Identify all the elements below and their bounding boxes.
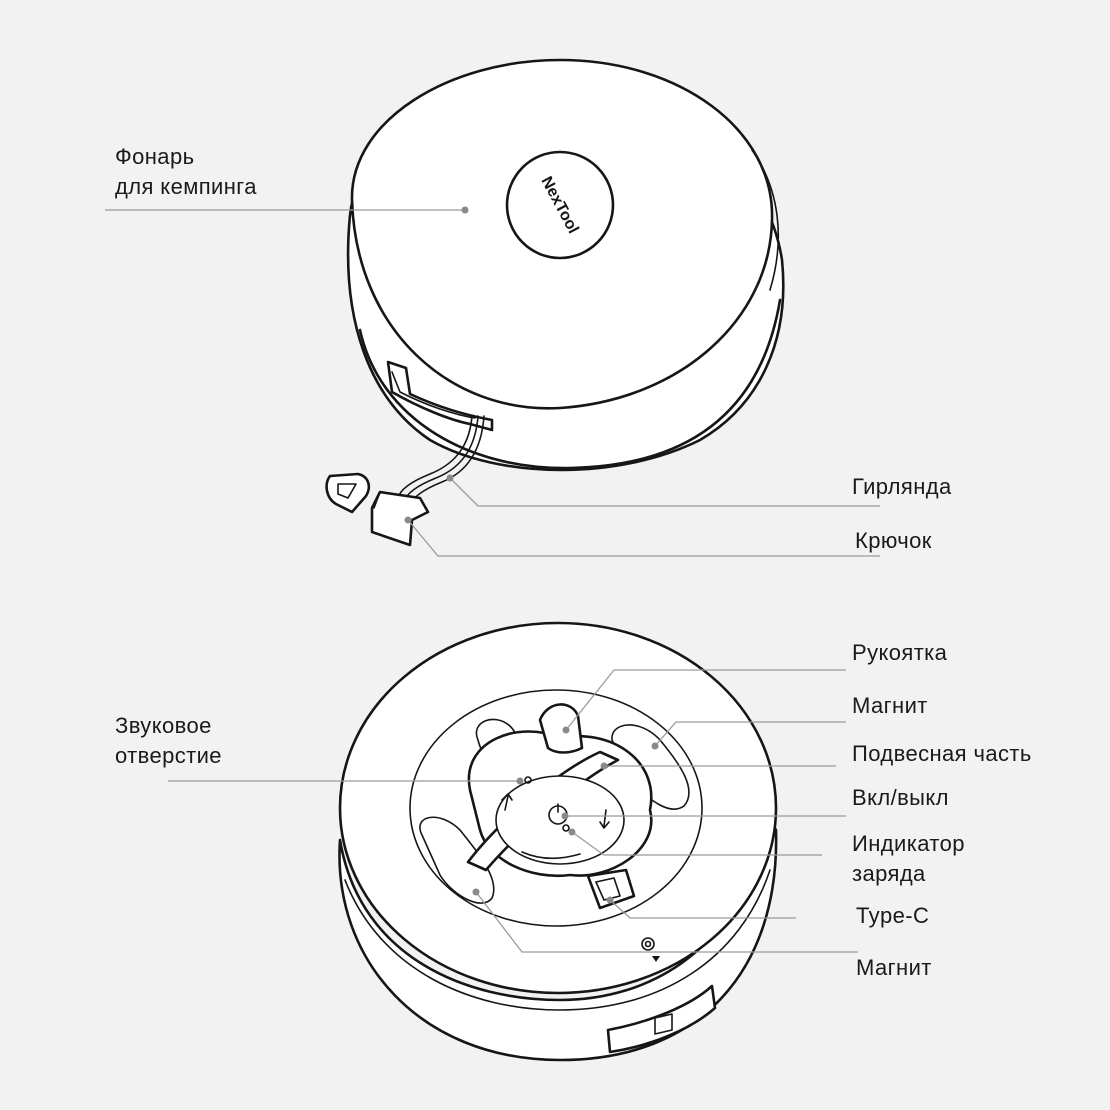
label-indicator-line2: заряда (852, 861, 926, 886)
label-charge-indicator (852, 829, 965, 889)
label-hanging-part: Подвесная часть (852, 741, 1032, 766)
label-hook: Крючок (855, 528, 932, 553)
label-magnet-top: Магнит (852, 693, 928, 718)
brand-logo: NexTool (537, 173, 582, 237)
label-lantern-line2: для кемпинга (115, 174, 257, 199)
label-lantern-line1: Фонарь (115, 144, 195, 169)
label-sound-line1: Звуковое (115, 713, 212, 738)
label-type-c: Type-C (856, 903, 930, 928)
label-garland: Гирлянда (852, 474, 952, 499)
label-magnet-bottom: Магнит (856, 955, 932, 980)
label-handle: Рукоятка (852, 640, 948, 665)
top-lantern-device (327, 60, 784, 545)
label-power: Вкл/выкл (852, 785, 949, 810)
label-indicator-line1: Индикатор (852, 831, 965, 856)
label-sound-line2: отверстие (115, 743, 222, 768)
label-sound-hole (115, 711, 222, 771)
label-lantern (115, 142, 257, 202)
bottom-lantern-device (339, 623, 776, 1060)
